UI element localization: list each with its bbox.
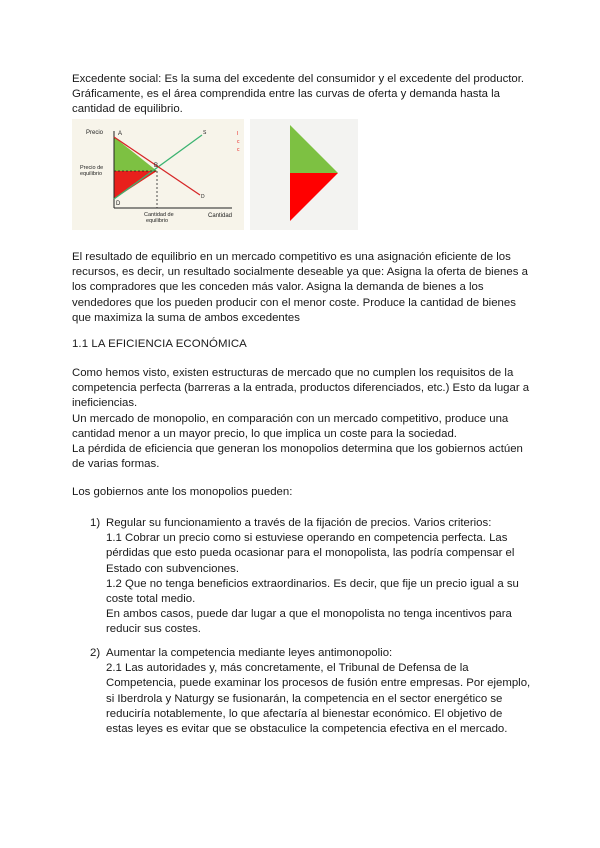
list-item-2-sub-1: 2.1 Las autoridades y, más concretamente, el Tribunal de Defensa de la Competencia, puede examinar los procesos de fusión entre empresas. Por ejemplo, si Iberdrola y Naturgy se fusionarán, la competencia en el sector energético se reduciría notablemente, lo que afectaría al bienestar económico. El objetivo de estas leyes es evitar que se obstaculice la competencia efectiva en el mercado. bbox=[106, 662, 531, 736]
quantity-label-line2: equilibrio bbox=[146, 218, 169, 224]
measures-list-2 bbox=[72, 646, 532, 737]
paragraph-monopolio: Un mercado de monopolio, en comparación con un mercado competitivo, produce una cantidad menor a un mayor precio, lo que implica un coste para la sociedad. bbox=[72, 413, 509, 441]
list-item-1-number: 1) bbox=[90, 517, 101, 529]
list-item-1 bbox=[72, 516, 532, 638]
price-label-line2: equilibrio bbox=[80, 171, 103, 177]
supply-demand-chart bbox=[72, 119, 244, 230]
list-item-2-number: 2) bbox=[90, 647, 101, 659]
point-d-label: D bbox=[116, 201, 121, 207]
paragraph-gobiernos: Los gobiernos ante los monopolios pueden: bbox=[72, 486, 293, 498]
price-label-line1: Precio de bbox=[80, 165, 104, 171]
triangle-producer-surplus bbox=[290, 173, 338, 221]
list-item-2 bbox=[72, 646, 532, 737]
demand-curve-label: D bbox=[201, 194, 205, 200]
x-axis-label: Cantidad bbox=[208, 213, 233, 219]
y-axis-label: Precio bbox=[86, 130, 104, 136]
list-item-1-sub-1: 1.1 Cobrar un precio como si estuviese operando en competencia perfecta. Las pérdidas que esto pueda ocasionar para el monopolista, las podría compensar el Estado con subvenciones. bbox=[106, 532, 515, 575]
surplus-triangle-figure bbox=[250, 119, 358, 230]
supply-curve-label: S bbox=[203, 130, 207, 136]
paragraph-resultado-equilibrio: El resultado de equilibrio en un mercado competitivo es una asignación eficiente de los recursos, es decir, un resultado socialmente deseable ya que: Asigna la oferta de bienes a los compradores que les conceden más valor. Asigna la demanda de bienes a los vendedores que los pueden producir con el menor coste. Produce la cantidad de bienes que maximiza la suma de ambos excedentes bbox=[72, 251, 528, 324]
point-a-label: A bbox=[118, 131, 123, 137]
list-item-2-title: Aumentar la competencia mediante leyes antimonopolio: bbox=[106, 647, 393, 659]
triangle-consumer-surplus bbox=[290, 125, 338, 173]
list-item-1-sub-2: 1.2 Que no tenga beneficios extraordinarios. Es decir, que fije un precio igual a su coste total medio. bbox=[106, 577, 519, 606]
list-item-1-sub-3: En ambos casos, puede dar lugar a que el monopolista no tenga incentivos para reducir sus costes. bbox=[106, 608, 512, 636]
quantity-label-line1: Cantidad de bbox=[144, 212, 174, 218]
paragraph-como-hemos-visto: Como hemos visto, existen estructuras de mercado que no cumplen los requisitos de la competencia perfecta (barreras a la entrada, productos diferenciados, etc.) Esto da lugar a ineficiencias. bbox=[72, 367, 530, 410]
point-b-label: B bbox=[154, 163, 159, 169]
edge-mark-3: c bbox=[237, 147, 240, 153]
excedente-figure bbox=[72, 119, 430, 230]
supply-demand-svg bbox=[72, 119, 244, 230]
list-item-1-title: Regular su funcionamiento a través de la fijación de precios. Varios criterios: bbox=[106, 517, 492, 529]
section-heading: 1.1 LA EFICIENCIA ECONÓMICA bbox=[72, 338, 247, 350]
edge-mark-2: c bbox=[237, 139, 240, 145]
paragraph-perdida-eficiencia: La pérdida de eficiencia que generan los monopolios determina que los gobiernos actúen de varias formas. bbox=[72, 443, 523, 471]
edge-mark-1: I bbox=[237, 131, 239, 137]
measures-list bbox=[72, 516, 532, 638]
paragraph-excedente-social: Excedente social: Es la suma del excedente del consumidor y el excedente del productor. Gráficamente, es el área comprendida entre las curvas de oferta y demanda hasta la cantidad de equilibrio. bbox=[72, 73, 525, 116]
surplus-triangle-svg bbox=[250, 119, 358, 230]
